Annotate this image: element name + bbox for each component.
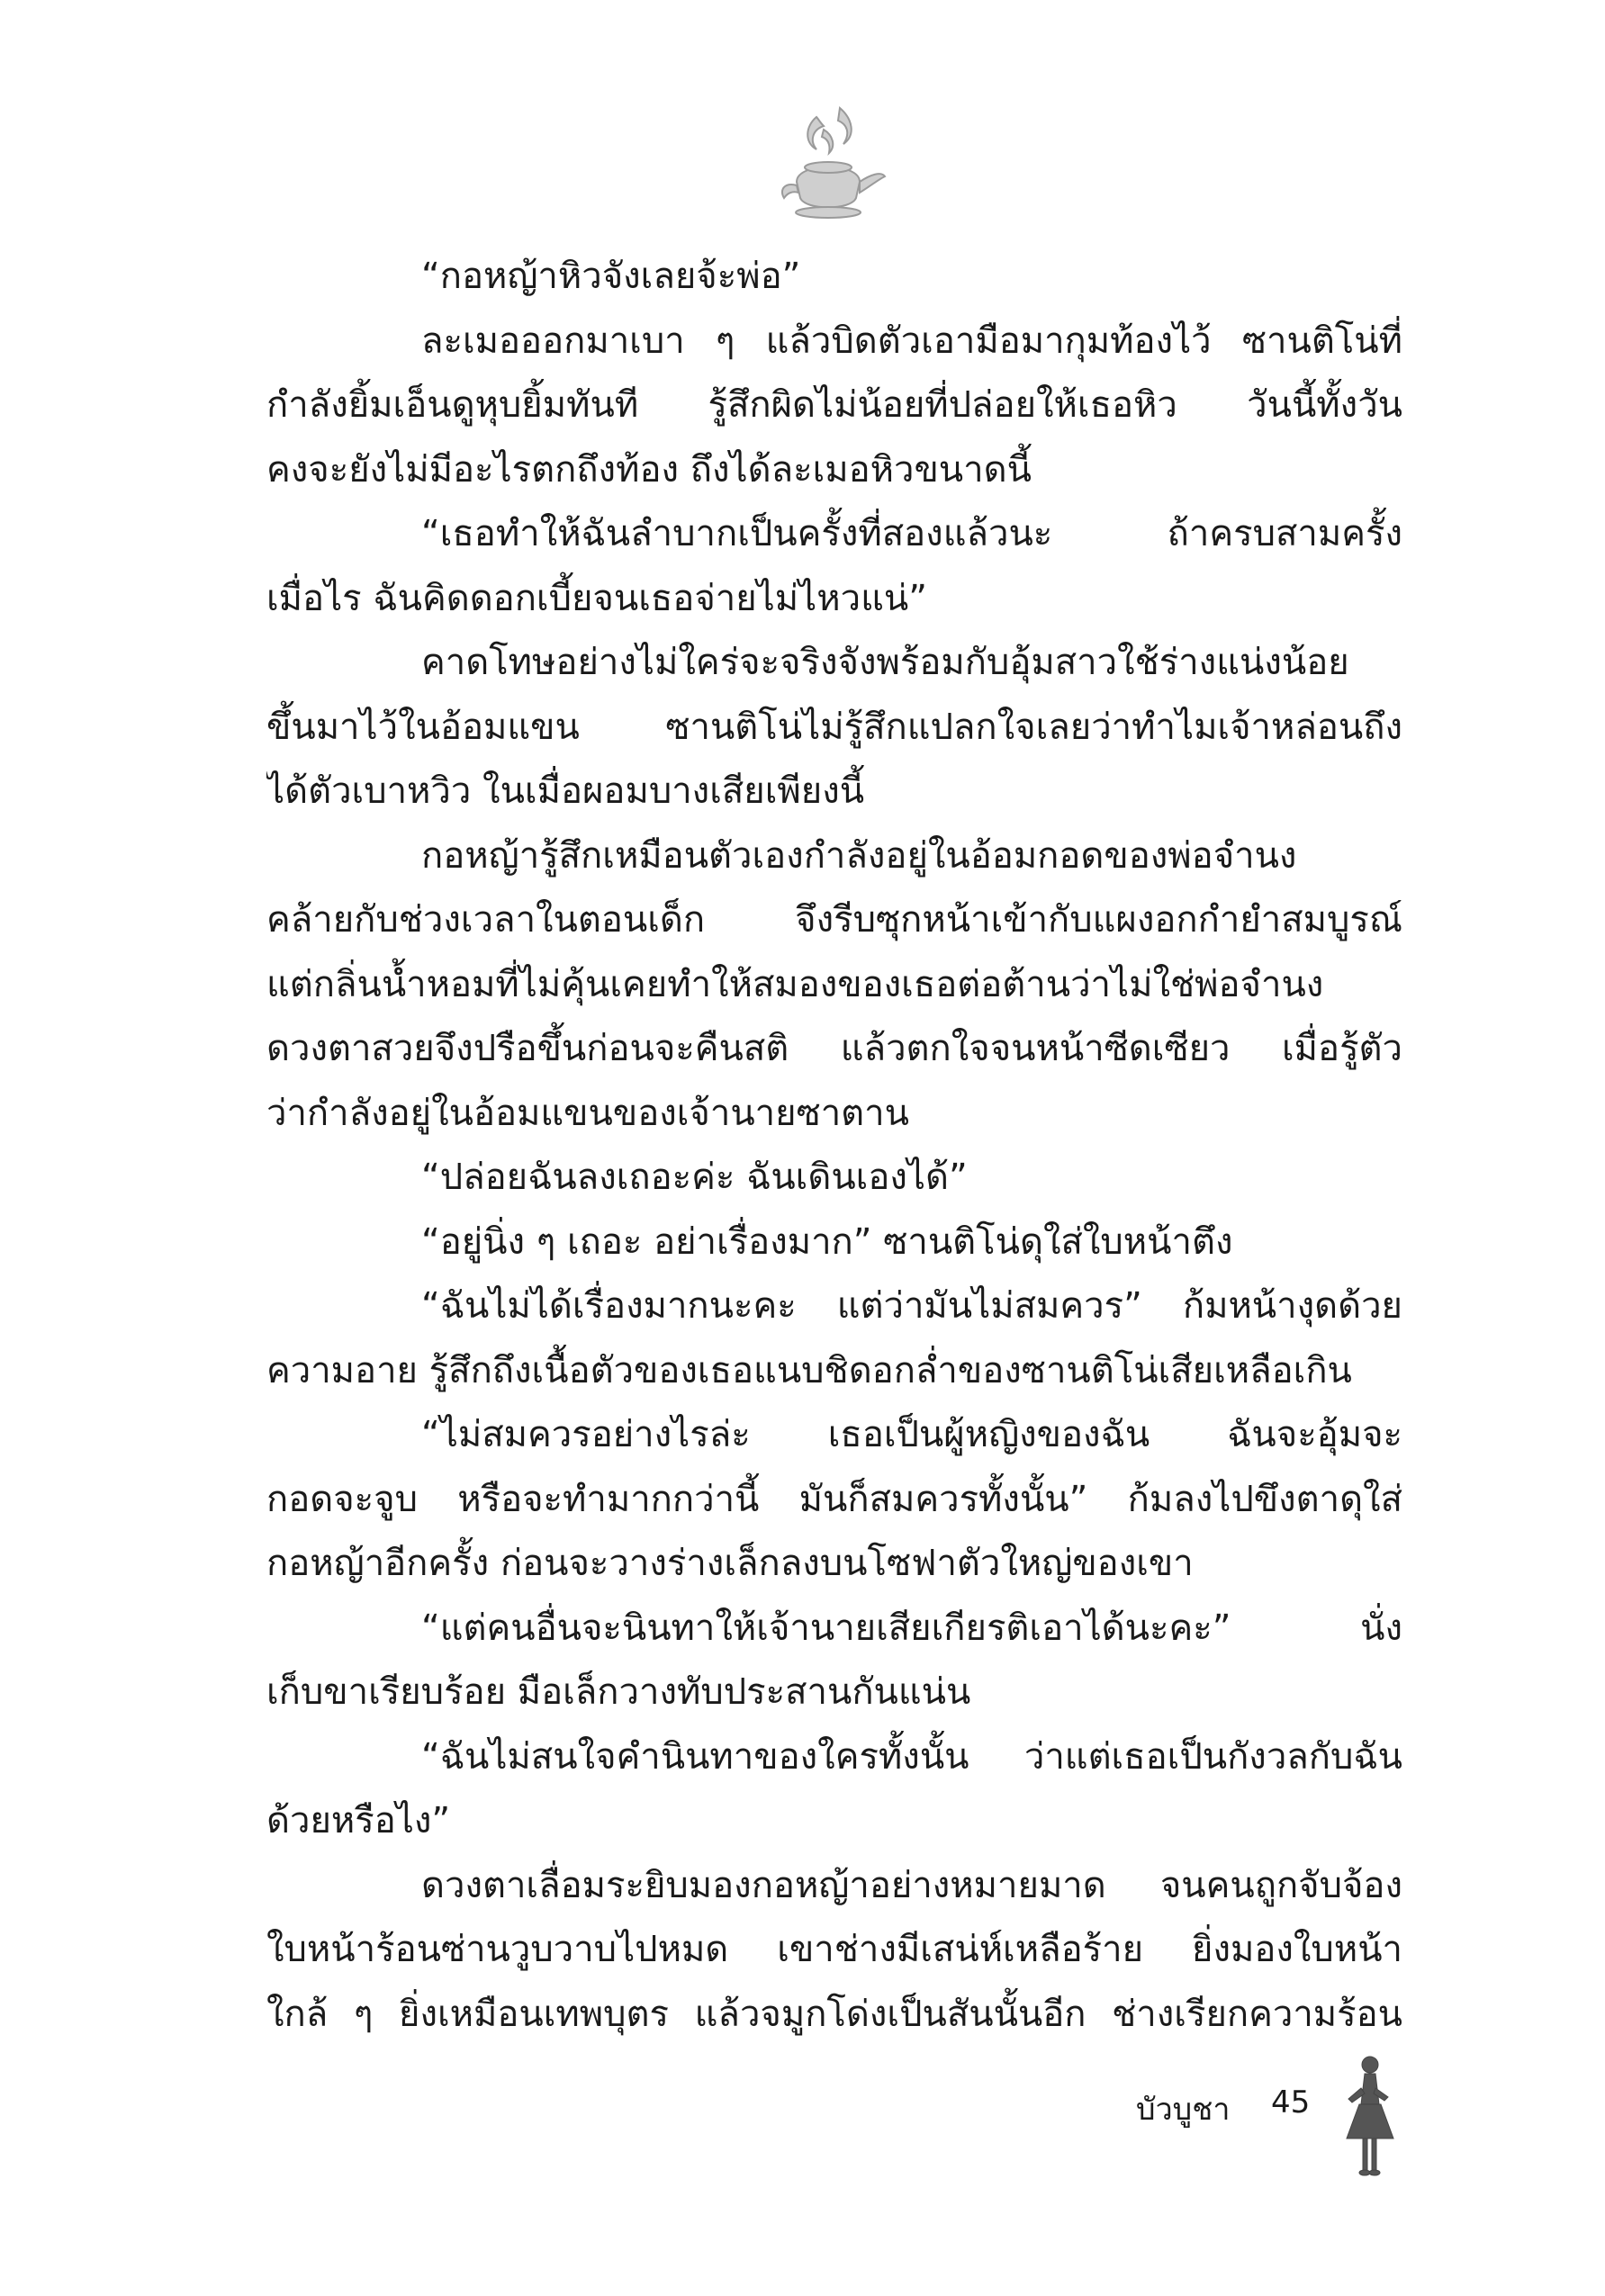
book-title: บัวบูชา	[1136, 2092, 1231, 2128]
text-line: ใบหน้าร้อนซ่านวูบวาบไปหมด เขาช่างมีเสน่ห์เหลือร้าย ยิ่งมองใบหน้า	[266, 1929, 1402, 1970]
text-line: กอหญ้ารู้สึกเหมือนตัวเองกำลังอยู่ในอ้อมกอดของพ่อจำนง	[421, 834, 1297, 877]
page-footer	[1136, 2052, 1406, 2187]
text-line: “แต่คนอื่นจะนินทาให้เจ้านายเสียเกียรติเอาได้นะคะ” นั่ง	[421, 1607, 1402, 1649]
text-line: ขึ้นมาไว้ในอ้อมแขน ซานติโน่ไม่รู้สึกแปลกใจเลยว่าทำไมเจ้าหล่อนถึง	[266, 706, 1402, 748]
text-line: ความอาย รู้สึกถึงเนื้อตัวของเธอแนบชิดอกล่ำของซานติโน่เสียเหลือเกิน	[266, 1349, 1352, 1391]
text-line: “กอหญ้าหิวจังเลยจ้ะพ่อ”	[421, 256, 801, 297]
text-line: “เธอทำให้ฉันลำบากเป็นครั้งที่สองแล้วนะ ถ้าครบสามครั้ง	[421, 513, 1402, 554]
text-line: คงจะยังไม่มีอะไรตกถึงท้อง ถึงได้ละเมอหิวขนาดนี้	[266, 448, 1032, 491]
text-line: ด้วยหรือไง”	[266, 1800, 451, 1841]
teapot-ornament-icon	[770, 99, 887, 234]
text-line: ละเมอออกมาเบา ๆ แล้วบิดตัวเอามือมากุมท้องไว้ ซานติโน่ที่	[421, 320, 1402, 362]
text-line: ว่ากำลังอยู่ในอ้อมแขนของเจ้านายซาตาน	[266, 1092, 909, 1134]
story-body	[266, 245, 1402, 2047]
text-line: “ปล่อยฉันลงเถอะค่ะ ฉันเดินเองได้”	[421, 1157, 968, 1198]
text-line: เมื่อไร ฉันคิดดอกเบี้ยจนเธอจ่ายไม่ไหวแน่”	[266, 577, 927, 619]
girl-figure-icon	[1338, 2052, 1401, 2187]
text-line: คาดโทษอย่างไม่ใคร่จะจริงจังพร้อมกับอุ้มสาวใช้ร่างแน่งน้อย	[421, 642, 1349, 683]
text-line: แต่กลิ่นน้ำหอมที่ไม่คุ้นเคยทำให้สมองของเธอต่อต้านว่าไม่ใช่พ่อจำนง	[266, 963, 1324, 1005]
text-line: “อยู่นิ่ง ๆ เถอะ อย่าเรื่องมาก” ซานติโน่ดุใส่ใบหน้าตึง	[421, 1220, 1233, 1263]
text-line: ใกล้ ๆ ยิ่งเหมือนเทพบุตร แล้วจมูกโด่งเป็นสันนั้นอีก ช่างเรียกความร้อน	[266, 1993, 1402, 2035]
text-line: เก็บขาเรียบร้อย มือเล็กวางทับประสานกันแน่น	[266, 1671, 971, 1713]
text-line: กอดจะจูบ หรือจะทำมากกว่านี้ มันก็สมควรทั้งนั้น” ก้มลงไปขึงตาดุใส่	[266, 1478, 1402, 1520]
text-line: ดวงตาเลื่อมระยิบมองกอหญ้าอย่างหมายมาด จนคนถูกจับจ้อง	[421, 1864, 1402, 1906]
page-number: 45	[1271, 2084, 1311, 2120]
text-line: “ไม่สมควรอย่างไรล่ะ เธอเป็นผู้หญิงของฉัน ฉันจะอุ้มจะ	[421, 1414, 1402, 1455]
text-line: คล้ายกับช่วงเวลาในตอนเด็ก จึงรีบซุกหน้าเข้ากับแผงอกกำยำสมบูรณ์	[266, 899, 1402, 941]
text-line: กำลังยิ้มเอ็นดูหุบยิ้มทันที รู้สึกผิดไม่น้อยที่ปล่อยให้เธอหิว วันนี้ทั้งวัน	[266, 384, 1402, 426]
text-line: “ฉันไม่ได้เรื่องมากนะคะ แต่ว่ามันไม่สมควร” ก้มหน้างุดด้วย	[421, 1285, 1402, 1327]
text-line: ดวงตาสวยจึงปรือขึ้นก่อนจะคืนสติ แล้วตกใจจนหน้าซีดเซียว เมื่อรู้ตัว	[266, 1028, 1402, 1069]
text-line: “ฉันไม่สนใจคำนินทาของใครทั้งนั้น ว่าแต่เธอเป็นกังวลกับฉัน	[421, 1735, 1402, 1778]
text-line: ได้ตัวเบาหวิว ในเมื่อผอมบางเสียเพียงนี้	[266, 770, 865, 812]
text-line: กอหญ้าอีกครั้ง ก่อนจะวางร่างเล็กลงบนโซฟาตัวใหญ่ของเขา	[266, 1543, 1194, 1584]
